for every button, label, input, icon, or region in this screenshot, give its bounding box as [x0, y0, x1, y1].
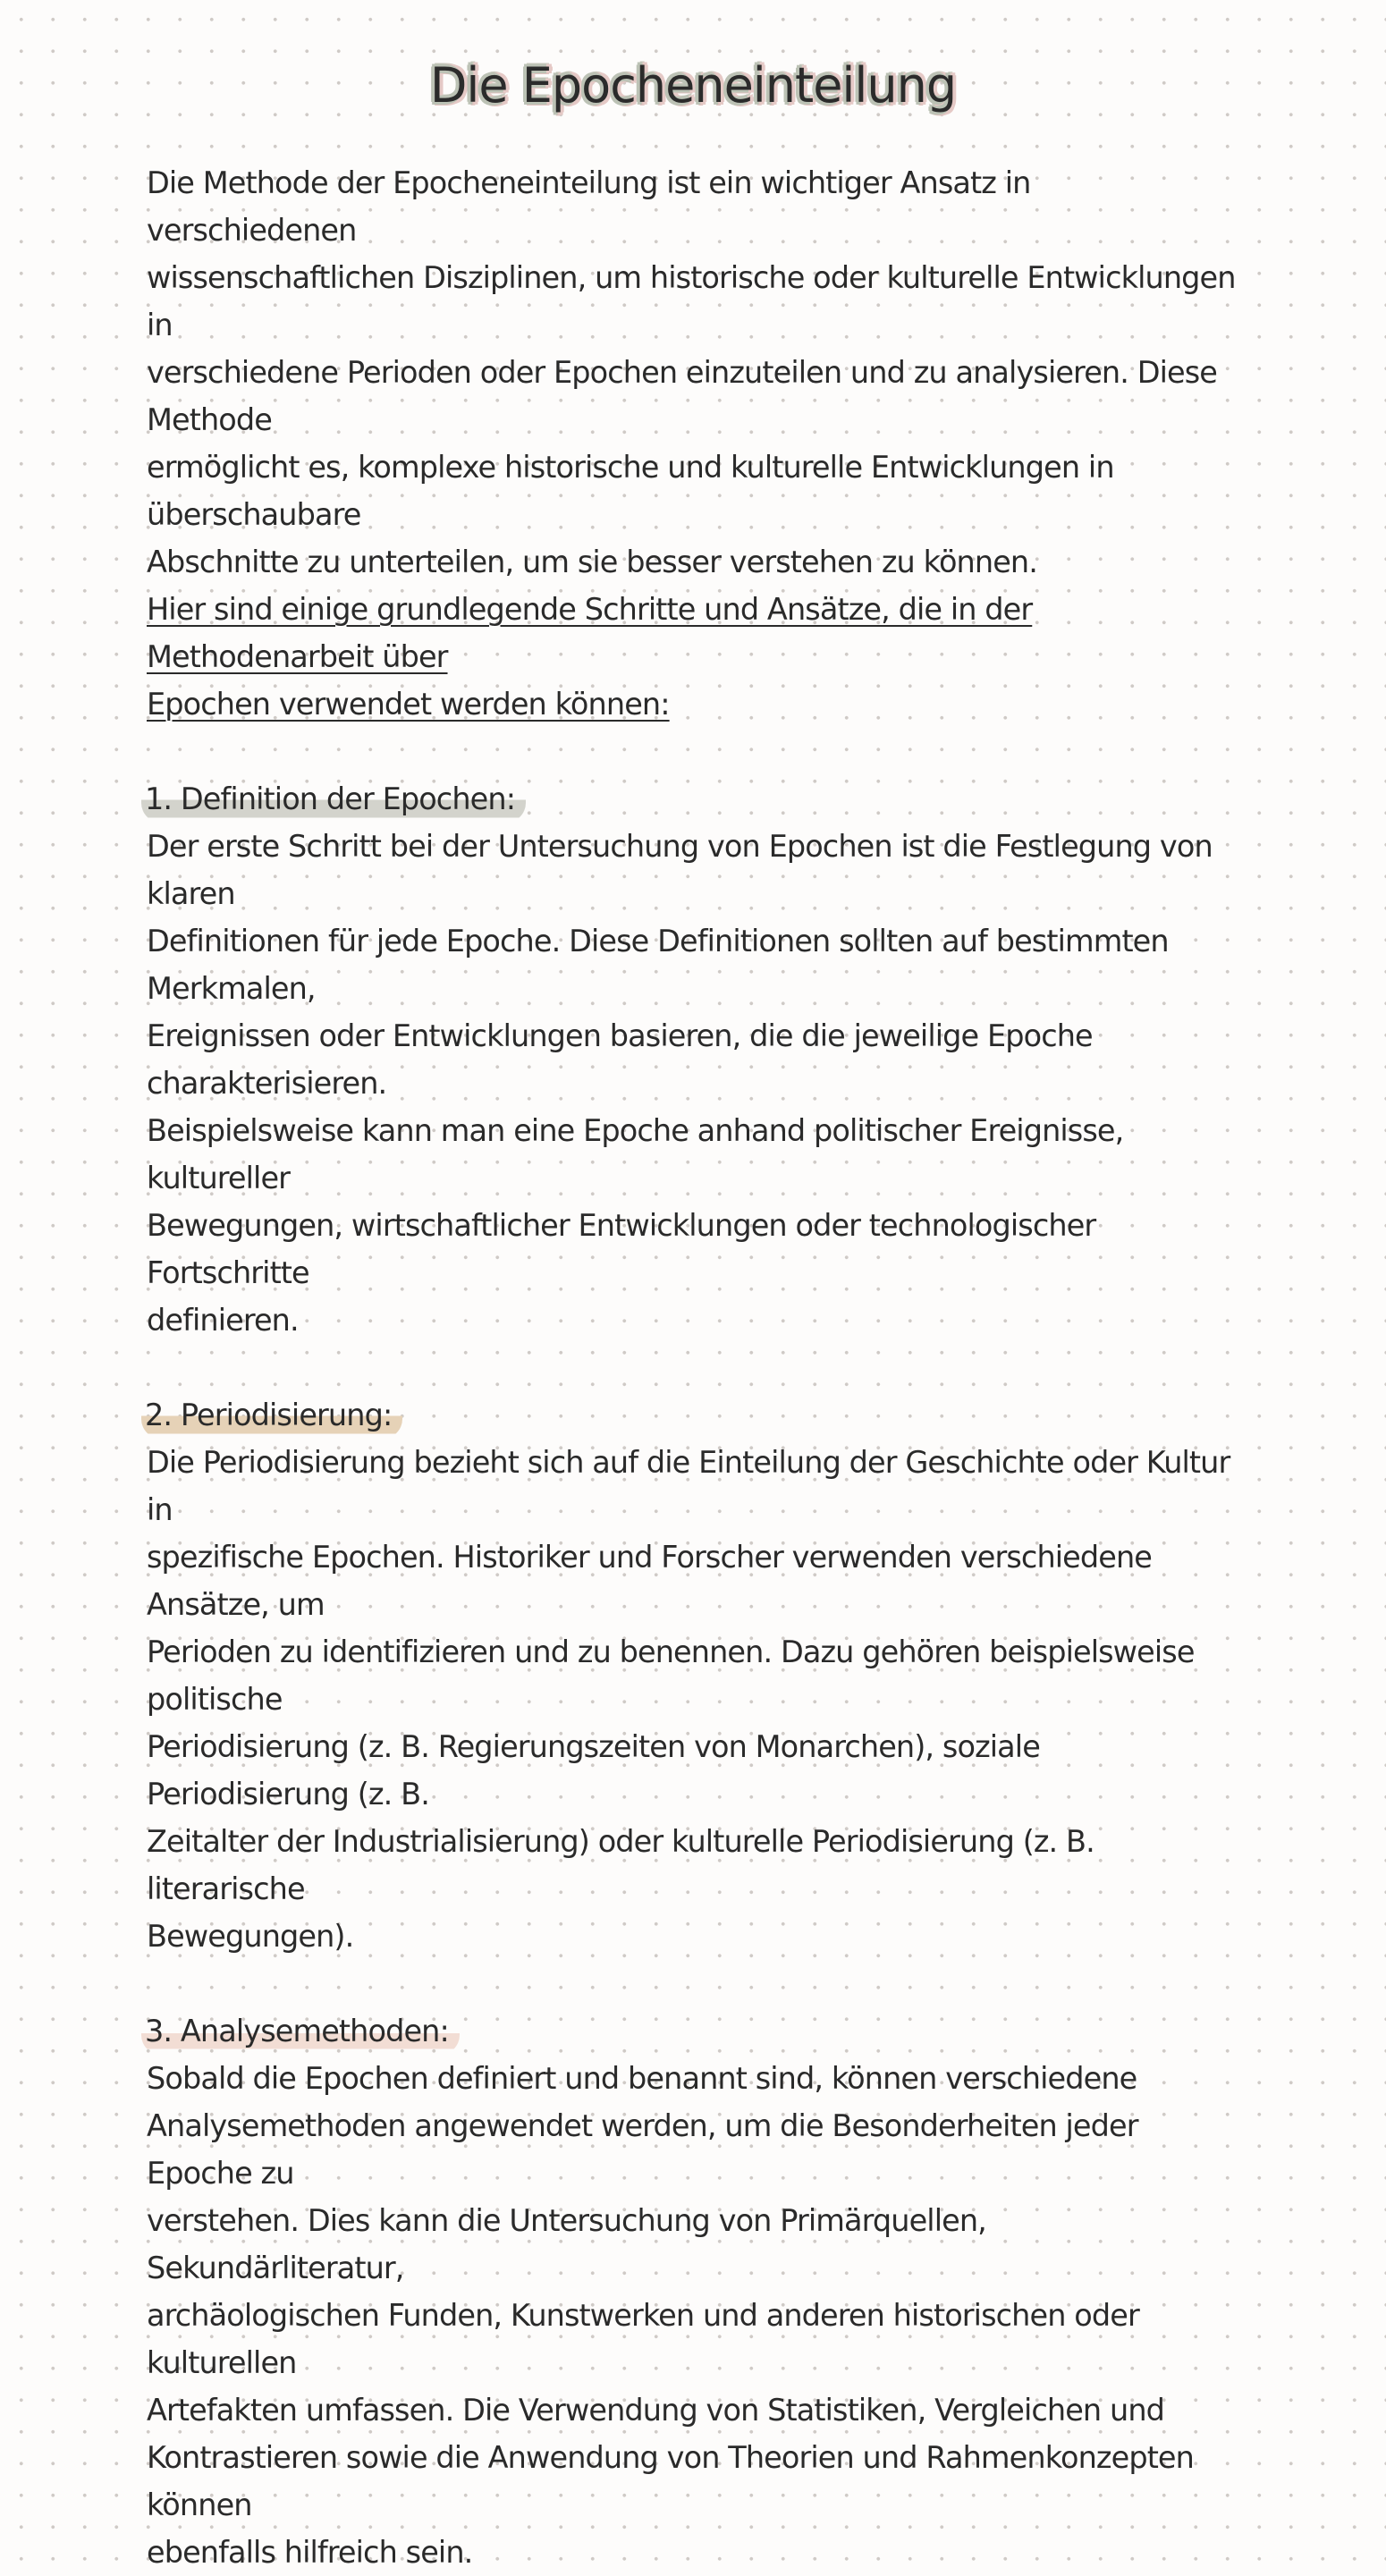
section-line: Periodisierung (z. B. Regierungszeiten von Monarchen), soziale Periodisierung (z. B. — [147, 1729, 1040, 1812]
section-line: Beispielsweise kann man eine Epoche anhand politischer Ereignisse, kultureller — [147, 1113, 1124, 1195]
section-line: Definitionen für jede Epoche. Diese Definitionen sollten auf bestimmten Merkmalen, — [147, 924, 1169, 1006]
section-line: verstehen. Dies kann die Untersuchung von Primärquellen, Sekundärliteratur, — [147, 2203, 986, 2285]
section-line: archäologischen Funden, Kunstwerken und anderen historischen oder kulturellen — [147, 2298, 1139, 2380]
section-line: Die Periodisierung bezieht sich auf die Einteilung der Geschichte oder Kultur in — [147, 1445, 1230, 1527]
intro-line: Die Methode der Epocheneinteilung ist ein wichtiger Ansatz in verschiedenen — [147, 165, 1031, 248]
section-line: Bewegungen). — [147, 1919, 354, 1954]
section-line: definieren. — [147, 1303, 299, 1338]
intro-underlined-line — [147, 586, 1247, 680]
title-area — [0, 57, 1386, 114]
blank-line — [147, 728, 1247, 775]
note-body — [147, 159, 1247, 2576]
section-analysemethoden — [147, 2007, 1247, 2576]
section-line: Artefakten umfassen. Die Verwendung von Statistiken, Vergleichen und — [147, 2393, 1165, 2428]
section-heading: 2. Periodisierung: — [141, 1391, 402, 1439]
section-heading: 3. Analysemethoden: — [141, 2007, 460, 2055]
underlined-text: Epochen verwendet werden können: — [147, 687, 670, 722]
blank-line — [147, 1344, 1247, 1391]
intro-underlined-line — [147, 680, 1247, 728]
section-line: Ereignissen oder Entwicklungen basieren, die die jeweilige Epoche charakterisieren. — [147, 1018, 1093, 1101]
section-heading-row — [147, 1391, 1247, 1439]
intro-line: wissenschaftlichen Disziplinen, um historische oder kulturelle Entwicklungen in — [147, 260, 1236, 342]
page-title: Die Epocheneinteilung — [429, 57, 957, 114]
section-line: Der erste Schritt bei der Untersuchung von Epochen ist die Festlegung von klaren — [147, 829, 1213, 911]
section-line: ebenfalls hilfreich sein. — [147, 2535, 473, 2570]
section-heading-row — [147, 775, 1247, 823]
section-line: Perioden zu identifizieren und zu benennen. Dazu gehören beispielsweise politische — [147, 1634, 1195, 1717]
section-line: Kontrastieren sowie die Anwendung von Theorien und Rahmenkonzepten können — [147, 2440, 1194, 2522]
blank-line — [147, 1960, 1247, 2007]
section-line: spezifische Epochen. Historiker und Forscher verwenden verschiedene Ansätze, um — [147, 1540, 1153, 1622]
section-heading: 1. Definition der Epochen: — [141, 775, 526, 823]
section-line: Bewegungen, wirtschaftlicher Entwicklungen oder technologischer Fortschritte — [147, 1208, 1096, 1290]
intro-paragraph — [147, 159, 1247, 728]
section-heading-row — [147, 2007, 1247, 2055]
intro-line: ermöglicht es, komplexe historische und kulturelle Entwicklungen in überschaubare — [147, 450, 1114, 532]
intro-line: verschiedene Perioden oder Epochen einzuteilen und zu analysieren. Diese Methode — [147, 355, 1218, 437]
intro-line: Abschnitte zu unterteilen, um sie besser verstehen zu können. — [147, 545, 1037, 579]
section-line: Analysemethoden angewendet werden, um die Besonderheiten jeder Epoche zu — [147, 2108, 1138, 2191]
section-line: Zeitalter der Industrialisierung) oder kulturelle Periodisierung (z. B. literarische — [147, 1824, 1094, 1906]
section-line: Sobald die Epochen definiert und benannt sind, können verschiedene — [147, 2061, 1137, 2096]
section-definition — [147, 775, 1247, 1344]
underlined-text: Hier sind einige grundlegende Schritte und Ansätze, die in der Methodenarbeit über — [147, 592, 1033, 674]
section-periodisierung — [147, 1391, 1247, 1960]
